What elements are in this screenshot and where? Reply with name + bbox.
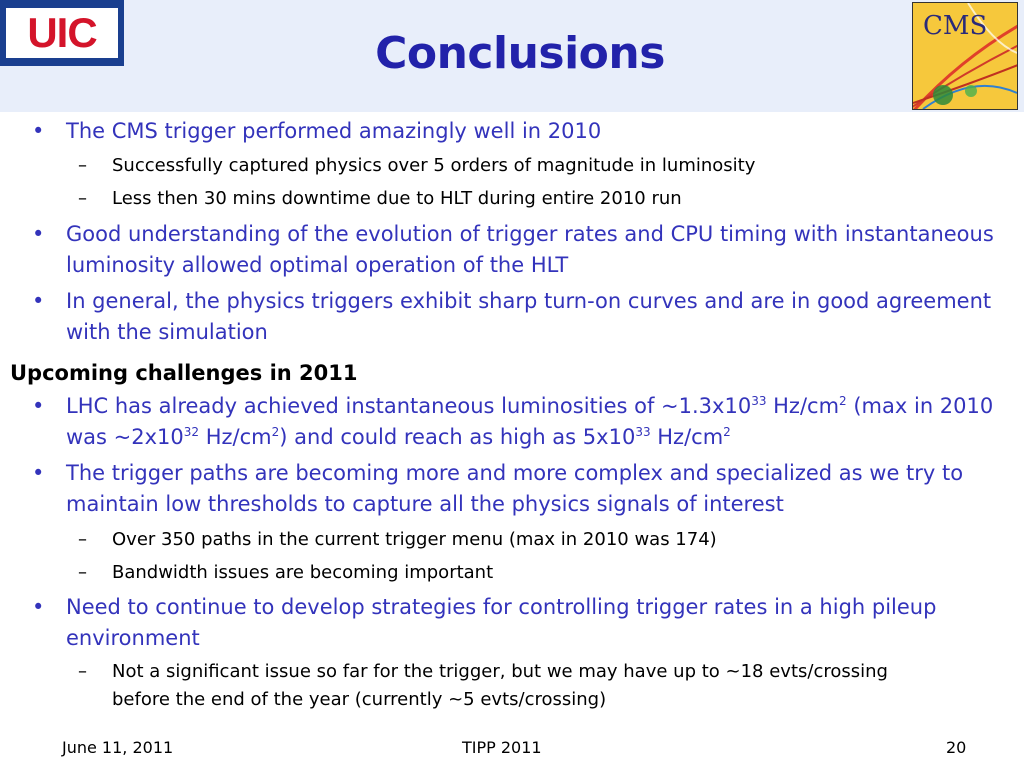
bullet-dot: • xyxy=(32,289,45,313)
bullet-dot: • xyxy=(32,119,45,143)
dash-bullet: – xyxy=(78,188,87,209)
dash-bullet: – xyxy=(78,529,87,550)
cms-logo-text: CMS xyxy=(923,11,988,41)
bullet-dot: • xyxy=(32,394,45,418)
subbullet-pileup-issue: – Not a significant issue so far for the trigger, but we may have up to ~18 evts/crossing before the end of the year (currently ~5 evts/crossing) xyxy=(0,658,1000,714)
footer-date: June 11, 2011 xyxy=(62,738,174,757)
bullet-turn-on-curves: • In general, the physics triggers exhibit sharp turn-on curves and are in good agreement with the simulation xyxy=(0,286,1000,348)
bullet-dot: • xyxy=(32,461,45,485)
bullet-good-understanding: • Good understanding of the evolution of trigger rates and CPU timing with instantaneous luminosity allowed optimal operation of the HLT xyxy=(0,219,1000,281)
subbullet-bandwidth: – Bandwidth issues are becoming important xyxy=(0,559,1000,587)
slide-header xyxy=(0,0,1024,112)
dash-bullet: – xyxy=(78,562,87,583)
bullet-cms-trigger: • The CMS trigger performed amazingly well in 2010 xyxy=(0,116,1000,147)
bullet-trigger-paths: • The trigger paths are becoming more and more complex and specialized as we try to maintain low thresholds to capture all the physics signals of interest xyxy=(0,458,1000,520)
bullet-pileup-strategies: • Need to continue to develop strategies for controlling trigger rates in a high pileup environment xyxy=(0,592,1000,654)
bullet-lhc-luminosity: • LHC has already achieved instantaneous luminosities of $\sim 1.3x10^{33}$ $Hz/cm^2$ (max in 2010 was $\sim 2x10^{32}$ $Hz/cm^2$) and could reach as high as $5x10^{33}$ $Hz/cm^2$ xyxy=(0,391,1000,453)
section-heading: Upcoming challenges in 2011 xyxy=(10,361,358,385)
bullet-dot: • xyxy=(32,595,45,619)
slide-title: Conclusions xyxy=(375,28,665,79)
dash-bullet: – xyxy=(78,661,87,682)
subbullet-350-paths: – Over 350 paths in the current trigger menu (max in 2010 was 174) xyxy=(0,526,1000,554)
cms-logo xyxy=(912,2,1018,110)
subbullet-captured-physics: – Successfully captured physics over 5 orders of magnitude in luminosity xyxy=(0,152,1000,180)
dash-bullet: – xyxy=(78,155,87,176)
bullet-dot: • xyxy=(32,222,45,246)
footer-conference: TIPP 2011 xyxy=(462,738,542,757)
footer-page-number: 20 xyxy=(946,738,967,757)
subbullet-downtime: – Less then 30 mins downtime due to HLT during entire 2010 run xyxy=(0,185,1000,213)
uic-logo-text: UIC xyxy=(27,9,97,56)
